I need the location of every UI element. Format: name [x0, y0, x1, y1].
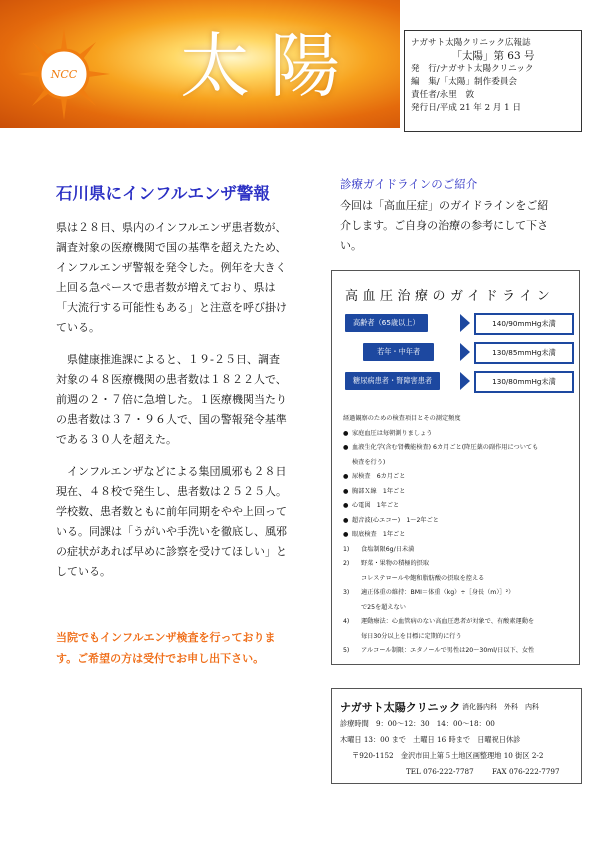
tip-item [343, 644, 575, 659]
tip-number: 2) [343, 560, 350, 567]
info-responsible: 責任者/永里 敦 [411, 90, 475, 100]
list-item-text: 超音波(心エコー) 1〜2年ごと [352, 516, 439, 524]
info-publisher: 発 行/ナガサト太陽クリニック [411, 64, 534, 74]
tip-item [343, 572, 575, 587]
text-line: 当院でもインフルエンザ検査を行っておりま [56, 631, 276, 644]
text-line: の症状があれば早めに診察を受けてほしい」と [56, 545, 287, 558]
exam-list [343, 412, 575, 659]
clinic-hours: 診療時間 9：00〜12：30 14：00〜18：00 [340, 719, 495, 728]
info-editor: 編 集/「太陽」制作委員会 [411, 77, 518, 87]
bullet-icon: ● [343, 444, 349, 451]
text-line: している。 [56, 565, 111, 578]
text-line: である３０人を超えた。 [56, 433, 177, 446]
guideline-intro-heading: 診療ガイドラインのご紹介 [340, 177, 478, 191]
list-item-text: 心電図 1年ごと [352, 502, 400, 509]
clinic-name: ナガサト太陽クリニック [340, 701, 461, 714]
header-banner [0, 0, 400, 128]
bullet-icon: ● [343, 429, 349, 437]
list-item-text: 眼底検査 1年ごと [352, 531, 406, 538]
list-item-text: 尿検査 6カ月ごと [352, 473, 406, 480]
tip-item [343, 615, 575, 630]
text-line: 県健康推進課によると、１９-２５日、調査 [56, 353, 280, 366]
clinic-closed-days: 木曜日 13：00 まで 土曜日 16 時まで 日曜祝日休診 [340, 735, 521, 744]
text-line: 学校数、患者数ともに前年同期をやや上回って [56, 505, 287, 518]
text-line: いる。同課は「うがいや手洗いを徹底し、風邪 [56, 525, 287, 538]
tip-item [343, 586, 575, 601]
text-line: 前週の２・７倍に急増した。１医療機関当たり [56, 393, 287, 406]
tip-text: 運動療法：心血管病のない高血圧患者が対象で、有酸素運動を [361, 618, 535, 625]
text-line: 「大流行する可能性もある」と注意を呼び掛け [56, 301, 287, 314]
masthead-title: 太陽 [180, 25, 360, 107]
bullet-icon: ● [343, 502, 349, 509]
list-item [343, 514, 575, 529]
tip-item [343, 557, 575, 572]
list-item-text: 血液生化学(含む肾機能検査) 6カ月ごと(降圧薬の副作用についても [352, 444, 539, 451]
text-line: 上回る急ペースで患者数が増えており、県は [56, 281, 276, 294]
tip-item [343, 543, 575, 558]
clinic-notice [56, 627, 318, 669]
tip-number: 4) [343, 618, 350, 625]
text-line: インフルエンザ警報を発令した。例年を大きく [56, 261, 287, 274]
clinic-tel: TEL 076-222-7787 [406, 767, 474, 776]
tip-text: アルコール制限：エタノールで男性は20〜30ml/日以下、女性 [361, 647, 535, 654]
info-date: 発行日/平成 21 年 2 月 1 日 [411, 103, 521, 113]
text-line: の患者数は３７・９６人で、国の警報発令基準 [56, 413, 287, 426]
bp-target-label: 若年・中年者 [363, 343, 434, 361]
guideline-title: 高血圧治療のガイドライン [345, 289, 555, 304]
text-line: 現在、４８校で発生し、患者数は２５２５人。 [56, 485, 287, 498]
clinic-departments: 消化器内科 外科 内科 [462, 703, 539, 711]
clinic-address: 〒920-1152 金沢市田上第５土地区画整理地 10 街区 2-2 [352, 751, 544, 760]
list-item: 検査を行う) [352, 458, 386, 466]
info-publication: ナガサト太陽クリニック広報誌 [411, 38, 531, 48]
guideline-intro-text [340, 196, 580, 256]
tip-text: コレステロールや飽和脂肪酸の摂取を控える [361, 574, 485, 582]
article-paragraph-1 [56, 218, 318, 338]
tip-number: 5) [343, 647, 350, 654]
bullet-icon: ● [343, 473, 349, 480]
list-item [343, 427, 575, 442]
text-line: い。 [340, 239, 362, 252]
newsletter-info-box [404, 30, 582, 132]
exam-heading: 経過観察のための検査項目とその測定頻度 [343, 415, 461, 422]
article-title: 石川県にインフルエンザ警報 [56, 184, 270, 203]
arrow-right-icon [460, 314, 470, 332]
bp-target-label: 高齢者（65歳以上） [345, 314, 428, 332]
list-item-text: 胸部Ｘ線 1年ごと [352, 487, 406, 495]
arrow-right-icon [460, 343, 470, 361]
text-line: す。ご希望の方は受付でお申し出下さい。 [56, 652, 265, 665]
list-item [343, 499, 575, 514]
bullet-icon: ● [343, 516, 349, 524]
article-paragraph-2 [56, 350, 318, 450]
text-line: 今回は「高血圧症」のガイドラインをご紹 [340, 199, 549, 212]
tip-text: 野菜・果物の積極的摂取 [361, 560, 430, 567]
bp-target-value: 140/90mmHg未満 [474, 313, 574, 335]
info-issue: 「太陽」第 63 号 [451, 50, 535, 62]
list-item [343, 528, 575, 543]
bp-target-label: 糖尿病患者・腎障害患者 [345, 372, 440, 390]
text-line: 県は２８日、県内のインフルエンザ患者数が、 [56, 221, 287, 234]
tip-number: 1) [343, 545, 350, 553]
tip-text: 適正体重の維持：BMI＝体重（kg）÷［身長（m）］²） [361, 589, 515, 596]
list-item [343, 441, 575, 456]
text-line: インフルエンザなどによる集団風邪も２８日 [56, 465, 287, 478]
list-item-text: 家庭血圧は毎朝測りましょう [352, 429, 433, 437]
bp-target-value: 130/80mmHg未満 [474, 371, 574, 393]
tip-number: 3) [343, 589, 350, 596]
logo-text: NCC [50, 68, 78, 81]
text-line: 調査対象の医療機関で国の基準を超えたため、 [56, 241, 287, 254]
list-item [343, 485, 575, 500]
text-line: 介します。ご自身の治療の参考にして下さ [340, 219, 549, 232]
tip-item [343, 630, 575, 645]
text-line: ている。 [56, 321, 100, 334]
article-paragraph-3 [56, 462, 318, 582]
bullet-icon: ● [343, 531, 349, 538]
tip-text: 食塩制限6g/日未満 [361, 545, 415, 553]
tip-item [343, 601, 575, 616]
arrow-right-icon [460, 372, 470, 390]
tip-text: 毎日30分以上を目標に定期的に行う [361, 632, 462, 640]
list-item [343, 470, 575, 485]
sun-logo-icon [18, 28, 110, 120]
bullet-icon: ● [343, 487, 349, 495]
bp-target-value: 130/85mmHg未満 [474, 342, 574, 364]
text-line: 対象の４８医療機関の患者数は１８２２人で、 [56, 373, 287, 386]
tip-text: で25を超えない [361, 603, 406, 611]
clinic-fax: FAX 076-222-7797 [492, 767, 560, 776]
